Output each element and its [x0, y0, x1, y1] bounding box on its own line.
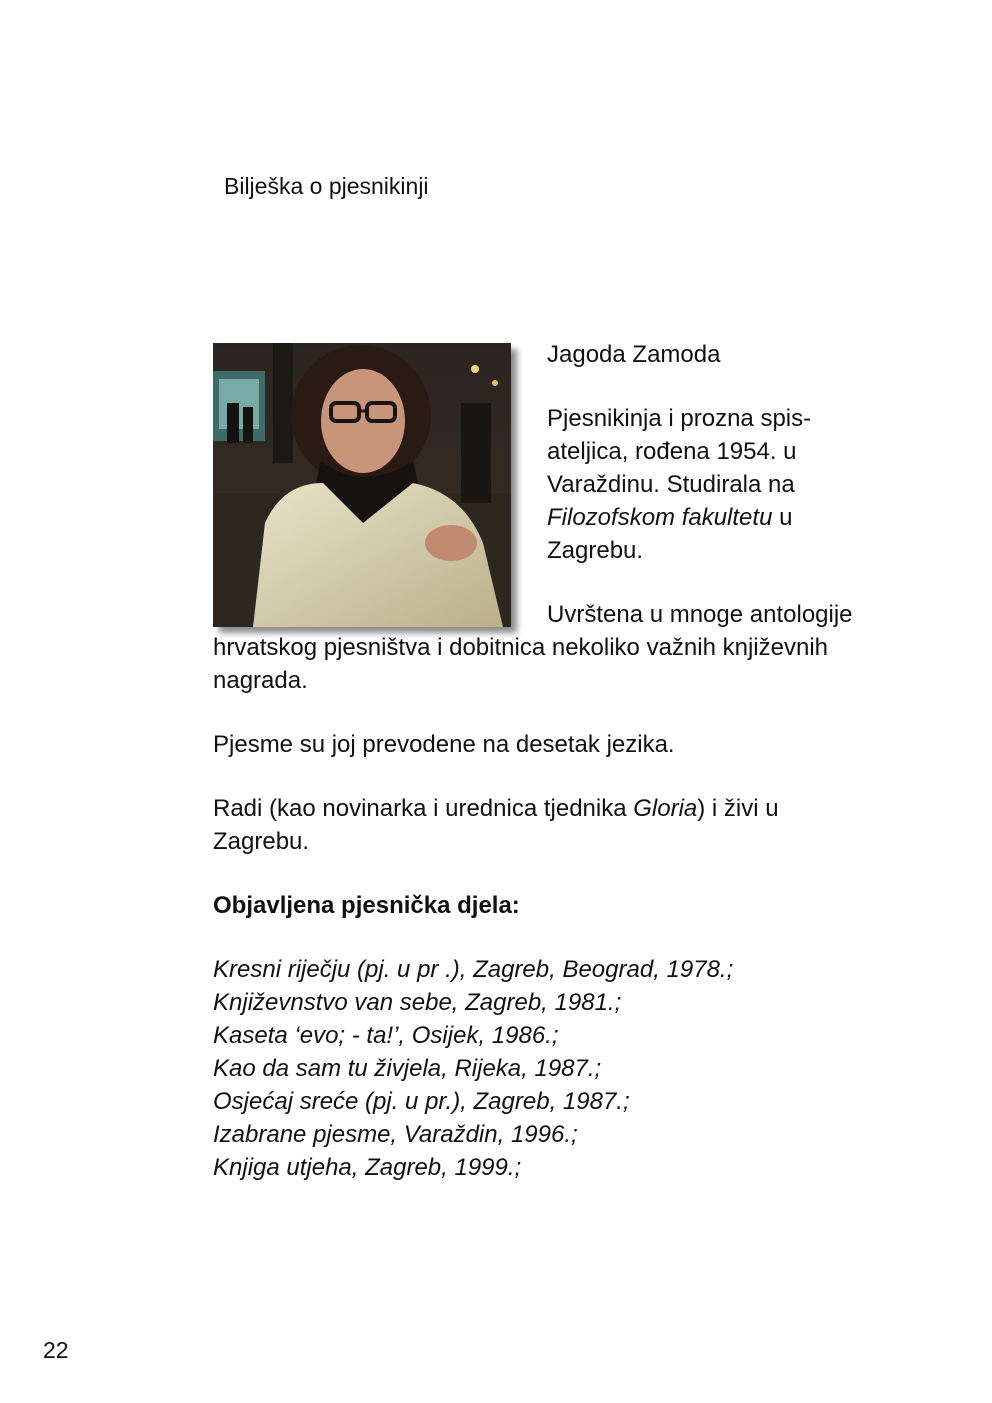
- bio-paragraph-4-text-a: Radi (kao novinarka i urednica tjednika: [213, 795, 634, 822]
- bio-paragraph-3: Pjesme su joj prevodene na desetak jezika.: [213, 731, 675, 758]
- works-list-item: Književnstvo van sebe, Zagreb, 1981.;: [213, 989, 622, 1016]
- works-heading: Objavljena pjesnička djela:: [213, 892, 520, 919]
- works-list: [213, 953, 863, 1184]
- magazine-name: Gloria: [633, 795, 698, 822]
- works-list-item: Osjećaj sreće (pj. u pr.), Zagreb, 1987.;: [213, 1088, 630, 1115]
- bio-paragraph-1-text-b: u Zagrebu.: [547, 504, 793, 564]
- works-list-item: Kao da sam tu živjela, Rijeka, 1987.;: [213, 1055, 602, 1082]
- author-photo: [213, 343, 511, 627]
- works-list-item: Kresni riječju (pj. u pr .), Zagreb, Beograd, 1978.;: [213, 956, 734, 983]
- works-list-item: Izabrane pjesme, Varaždin, 1996.;: [213, 1121, 578, 1148]
- author-name: Jagoda Zamoda: [547, 341, 721, 368]
- page-title: Bilješka o pjesnikinji: [224, 173, 429, 199]
- bio-paragraph-4: [213, 792, 863, 858]
- works-list-item: Knjiga utjeha, Zagreb, 1999.;: [213, 1154, 522, 1181]
- bio-content: [213, 338, 863, 1184]
- works-list-item: Kaseta ‘evo; - ta!’, Osijek, 1986.;: [213, 1022, 559, 1049]
- bio-paragraph-1-text-a: Pjesnikinja i prozna spis-ateljica, rođena 1954. u Varaždinu. Studirala na: [547, 405, 812, 498]
- page-number: 22: [43, 1337, 69, 1363]
- faculty-name: Filozofskom fakultetu: [547, 504, 773, 531]
- bio-paragraph-4-text-b: ) i živi u Zagrebu.: [213, 795, 779, 855]
- bio-paragraph-2: Uvrštena u mnoge antologije hrvatskog pjesništva i dobitnica nekoliko važnih književnih nagrada.: [213, 601, 853, 694]
